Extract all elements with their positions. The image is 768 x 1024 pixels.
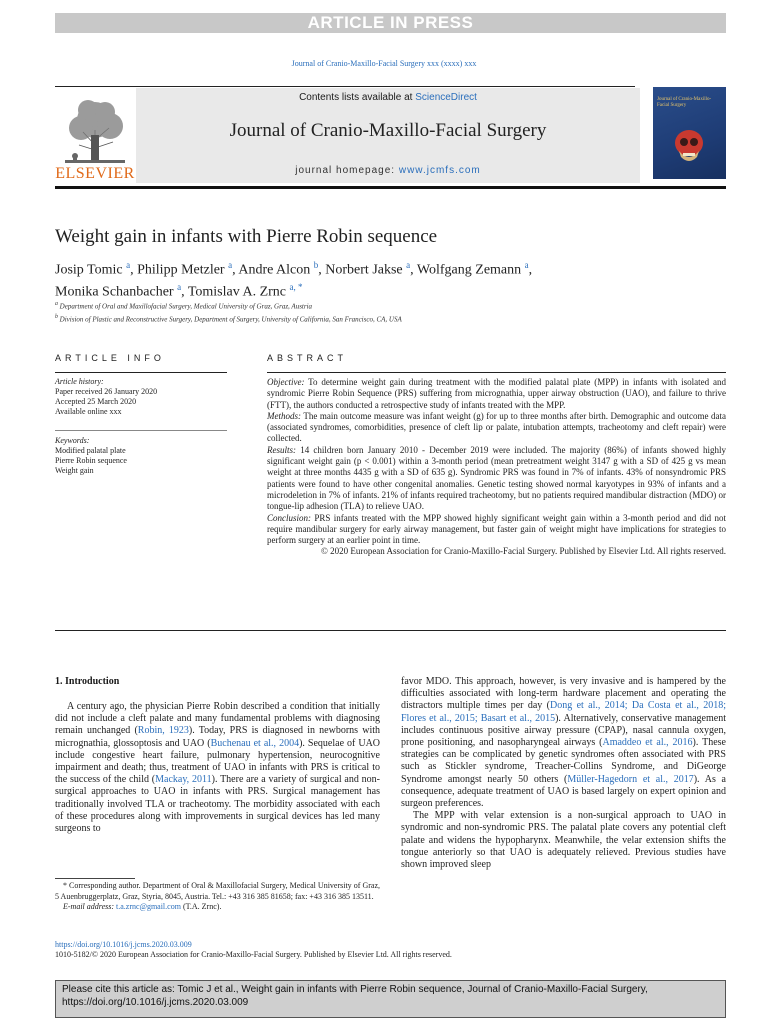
footnote-text: * Corresponding author. Department of Oral & Maxillofacial Surgery, Medical University of Graz, 5 Auenbruggerplatz, Graz, Styria, 8045, Austria. Tel.: +43 316 385 81658; fax: +43 316 385 13511. bbox=[55, 881, 380, 901]
citation-link[interactable]: Robin, 1923 bbox=[137, 725, 189, 737]
journal-cover-image bbox=[653, 87, 726, 179]
text-run: ). As a consequence, adequate treatment of UAO is based largely on expert opinion and surgeon preferences. bbox=[401, 773, 726, 810]
affiliation-b bbox=[55, 312, 726, 325]
abstract-rule bbox=[267, 372, 726, 373]
elsevier-wordmark: ELSEVIER bbox=[55, 165, 135, 182]
keywords-label: Keywords: bbox=[55, 436, 90, 445]
header-thick-rule bbox=[55, 186, 726, 189]
author-name: Josip Tomic bbox=[55, 262, 127, 278]
author-name: Philipp Metzler bbox=[137, 262, 229, 278]
citation-link[interactable]: Mackay, 2011 bbox=[155, 774, 212, 786]
issn-copyright-line: 1010-5182/© 2020 European Association for Cranio-Maxillo-Facial Surgery. Published by Elsevier Ltd. All rights reserved. bbox=[55, 950, 452, 959]
abstract-results bbox=[267, 445, 726, 513]
keywords-rule bbox=[55, 430, 227, 431]
text-run: ). These strategies can be complicated by genetic syndromes often associated with PRS such as Stickler syndrome, Treacher-Collins Syndrome, and DiGeorge Syndrome amongst nearly 50 others ( bbox=[401, 737, 726, 785]
affiliation-text: Division of Plastic and Reconstructive Surgery, Department of Surgery, University of California, San Francisco, CA, USA bbox=[59, 315, 402, 324]
article-title: Weight gain in infants with Pierre Robin sequence bbox=[55, 226, 438, 247]
author-affiliation-mark[interactable]: a bbox=[126, 260, 131, 270]
conclusion-label: Conclusion: bbox=[267, 512, 311, 523]
abstract-bottom-rule bbox=[55, 630, 726, 631]
author-name: Tomislav A. Zrnc bbox=[187, 284, 290, 300]
citation-link[interactable]: Buchenau et al., 2004 bbox=[210, 737, 300, 749]
article-history bbox=[55, 377, 227, 417]
author-name: Monika Schanbacher bbox=[55, 284, 178, 300]
conclusion-text: PRS infants treated with the MPP showed highly significant weight gain within a 3-month period and did not require mandibular surgery for early airway management, but faster gain of weight might have implications for strategies to perform surgery at an earlier point in time. bbox=[267, 512, 726, 546]
keyword: Modified palatal plate bbox=[55, 446, 126, 455]
doi-link[interactable]: https://doi.org/10.1016/j.jcms.2020.03.009 bbox=[55, 940, 192, 949]
text-run: ). There are a variety of surgical and non-surgical approaches to UAO in infants with PRS. Surgical management has traditionally involved TLA or tracheotomy. The morbidity associated with each of these procedures along with improvements in surgical devices has led many surgeons to bbox=[55, 774, 380, 835]
results-label: Results: bbox=[267, 444, 296, 455]
history-label: Article history: bbox=[55, 377, 104, 386]
article-in-press-banner: ARTICLE IN PRESS bbox=[55, 13, 726, 33]
journal-title: Journal of Cranio-Maxillo-Facial Surgery bbox=[229, 120, 547, 141]
text-run: ). Sequelae of UAO include congestive heart failure, pulmonary hypertension, neurocognitive impairment and death; thus, treatment of UAO in infants with PRS is critical to the success of the child ( bbox=[55, 737, 381, 786]
affiliations bbox=[55, 299, 726, 326]
author-list bbox=[55, 257, 726, 300]
methods-label: Methods: bbox=[267, 410, 301, 421]
intro-paragraph-1 bbox=[55, 701, 380, 835]
intro-paragraph-2: The MPP with velar extension is a non-surgical approach to UAO in syndromic and non-syndromic PRS. The palatal plate covers any potential cleft palate and widens the hypopharynx. Meanwhile, the velar extension shifts the tongue anteriorly so that UAO is adequately relieved. Previous studies have shown improved sleep bbox=[401, 810, 726, 871]
journal-homepage bbox=[136, 165, 640, 176]
results-text: 14 children born January 2010 - December 2019 were included. The majority (86%) of infants showed highly significant weight gain (p < 0.001) within a 3-month period (mean pretreatment weight 3147 g with a SD of 425 g vs mean weight at three months 4435 g with a SD of 635 g). Syndromic PRS was found in 7% of infants. 43% of nonsyndromic PRS patients were found to have other congenital anomalies. Genetic testing showed normal karyotypes in 93% of infants and a microdeletion in 7% of infants. 21% of infants required tracheotomy, but no patients required mandibular distraction (MDO) or tongue-lip adhesion (TLA) to relieve UAO. bbox=[267, 444, 727, 512]
author-line-2: Monika Schanbacher $^a$, Tomislav A. Zrnc $^{a, *}$ bbox=[55, 281, 303, 300]
footnote-rule bbox=[55, 878, 135, 879]
citation-link[interactable]: Amaddeo et al., 2016 bbox=[602, 737, 693, 749]
objective-text: To determine weight gain during treatment with the modified palatal plate (MPP) in infants with isolated and syndromic Pierre Robin Sequence (PRS) suffering from micrognathia, upper airway obstruction (UAO), and failure to thrive (FTT), the authors conducted a retrospective study of infants treated with the MPP. bbox=[267, 377, 726, 410]
abstract-body bbox=[267, 377, 726, 558]
author-name: Wolfgang Zemann bbox=[416, 262, 525, 278]
sciencedirect-link[interactable]: ScienceDirect bbox=[415, 92, 477, 103]
keywords bbox=[55, 436, 227, 476]
email-link[interactable]: t.a.zrnc@gmail.com bbox=[116, 902, 181, 911]
history-online: Available online xxx bbox=[55, 407, 122, 416]
article-info-heading: ARTICLE INFO bbox=[55, 353, 165, 363]
author-affiliation-mark[interactable]: a bbox=[524, 260, 529, 270]
objective-label: Objective: bbox=[267, 377, 305, 387]
history-received: Paper received 26 January 2020 bbox=[55, 387, 158, 396]
affiliation-mark: b bbox=[55, 314, 58, 321]
author-name: Norbert Jakse bbox=[325, 262, 407, 278]
author-affiliation-mark[interactable]: a bbox=[177, 281, 182, 292]
cite-this-article-box: Please cite this article as: Tomic J et al., Weight gain in infants with Pierre Robin sequence, Journal of Cranio-Maxillo-Facial Surgery, https://doi.org/10.1016/j.jcms.2020.03.009 bbox=[55, 980, 726, 1018]
methods-text: The main outcome measure was infant weight (g) for up to three months after birth. Demographic and outcome data (associated syndromes, comorbidities, presence of cleft lip or palate, intubation attempts, tracheotomy and cleft repair) were collected. bbox=[267, 410, 726, 444]
body-right-column bbox=[401, 676, 726, 871]
abstract-conclusion bbox=[267, 513, 726, 547]
author-affiliation-mark[interactable]: b bbox=[313, 260, 319, 270]
text-run: A century ago, the physician Pierre Robin described a condition that initially did not include a cleft palate and many fundamental problems with diagnosing remain unchanged ( bbox=[55, 701, 380, 737]
homepage-prefix: journal homepage: bbox=[295, 165, 399, 176]
contents-line bbox=[136, 92, 640, 103]
history-accepted: Accepted 25 March 2020 bbox=[55, 397, 137, 406]
author-name: Andre Alcon bbox=[238, 262, 314, 278]
body-left-column bbox=[55, 701, 380, 835]
intro-paragraph-1-cont bbox=[401, 676, 726, 810]
author-affiliation-mark[interactable]: a bbox=[406, 260, 411, 270]
email-suffix: (T.A. Zrnc). bbox=[180, 902, 222, 911]
affiliation-mark: a bbox=[55, 301, 58, 307]
footnote-email-line bbox=[55, 902, 380, 913]
author-line-1: Josip Tomic $^a$, Philipp Metzler $^a$, Andre Alcon $^b$, Norbert Jakse $^a$, Wolfgang Zemann $^a$, bbox=[55, 260, 533, 278]
citation-link[interactable]: Müller-Hagedorn et al., 2017 bbox=[567, 773, 694, 785]
abstract-copyright: © 2020 European Association for Cranio-Maxillo-Facial Surgery. Published by Elsevier Ltd. All rights reserved. bbox=[320, 546, 726, 557]
journal-reference[interactable]: Journal of Cranio-Maxillo-Facial Surgery xxx (xxxx) xxx bbox=[291, 59, 477, 68]
author-affiliation-mark[interactable]: a, * bbox=[289, 281, 303, 292]
skull-illustration-icon bbox=[669, 127, 709, 165]
homepage-link[interactable]: www.jcmfs.com bbox=[398, 165, 481, 176]
header-divider bbox=[55, 86, 635, 87]
abstract-heading: ABSTRACT bbox=[267, 353, 348, 363]
citation-link[interactable]: Dong et al., 2014; Da Costa et al., 2018; Flores et al., 2015; Basart et al., 2015 bbox=[401, 700, 727, 724]
author-affiliation-mark[interactable]: a bbox=[228, 260, 233, 270]
cover-title: Journal of Cranio-Maxillo-Facial Surgery bbox=[657, 97, 712, 108]
affiliation-a bbox=[55, 299, 726, 312]
abstract-methods bbox=[267, 411, 726, 445]
text-run: ). Today, PRS is diagnosed in newborns with micrognathia, glossoptosis and UAO ( bbox=[55, 725, 380, 749]
section-heading-introduction: 1. Introduction bbox=[55, 676, 120, 687]
text-run: favor MDO. This approach, however, is very invasive and is hampered by the difficulties associated with long-term hardware placement and operating the distractors multiple times per day ( bbox=[401, 676, 726, 712]
email-label: E-mail address: bbox=[63, 902, 115, 911]
contents-prefix: Contents lists available at bbox=[299, 92, 416, 103]
keyword: Pierre Robin sequence bbox=[55, 456, 127, 465]
keyword: Weight gain bbox=[55, 466, 94, 475]
affiliation-text: Department of Oral and Maxillofacial Surgery, Medical University of Graz, Graz, Austria bbox=[59, 302, 313, 311]
abstract-objective bbox=[267, 377, 726, 411]
corresponding-author-footnote bbox=[55, 881, 380, 913]
article-info-rule bbox=[55, 372, 227, 373]
text-run: ). Alternatively, conservative management includes continuous positive airway pressure (CPAP), nasal cannula oxygen, prone positioning, and nasopharyngeal airways ( bbox=[401, 712, 726, 749]
